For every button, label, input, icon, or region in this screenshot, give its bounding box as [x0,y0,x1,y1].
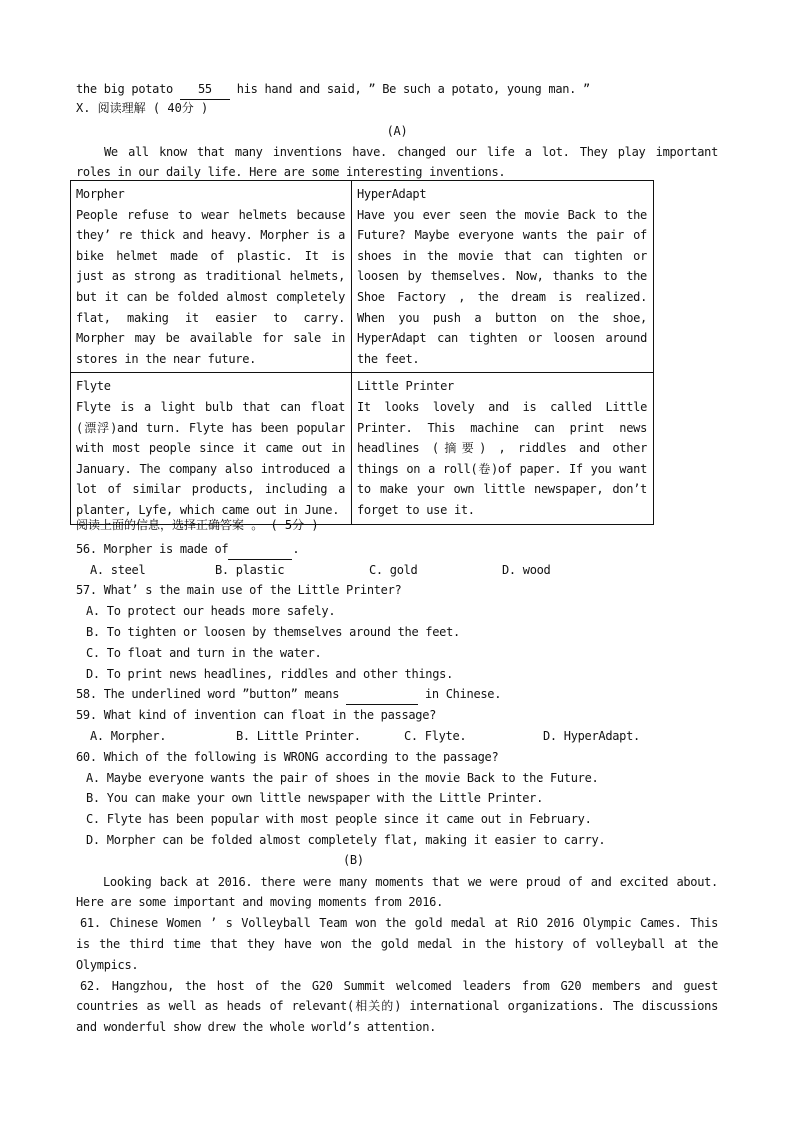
q56-option-d: D. wood [502,563,551,577]
answer-blank-55: 55 [180,79,230,100]
intro-text-before: the big potato [76,82,180,96]
question-60: 60. Which of the following is WRONG according to the passage? [76,750,499,764]
invention-name: HyperAdapt [357,187,427,201]
invention-description: It looks lovely and is called Little Printer. This machine can print news headlines (摘要) , riddles and other things on a roll(卷)of paper. If you want to make your own little newspaper, don’t forget to use it. [357,399,647,517]
invention-description: People refuse to wear helmets because they’ re thick and heavy. Morpher is a bike helmet made of plastic. It is just as strong as traditional helmets, but it can be folded almost completely flat, making it easier to carry. Morpher may be available for sale in stores in the near future. [76,207,345,366]
q56-option-b: B. plastic [215,563,285,577]
item-62-line1: 62. Hangzhou, the host of the G20 Summit welcomed leaders from G20 members and guest [80,979,718,993]
q60-option-d: D. Morpher can be folded almost completely flat, making it easier to carry. [86,833,606,847]
q56-option-c: C. gold [369,563,418,577]
item-62-line2: countries as well as heads of relevant(相关的) international organizations. The discussions [76,999,718,1013]
instruction-line: 阅读上面的信息，选择正确答案 。 ( 5分 ) [76,518,319,532]
item-61-line3: Olympics. [76,958,139,972]
intro-text-after: his hand and said, ” Be such a potato, young man. ” [229,82,590,96]
invention-description: Flyte is a light bulb that can float (漂浮)and turn. Flyte has been popular with most people since it came out in January. The company also introduced a lot of similar products, including a planter, Lyfe, which came out in June. [76,399,345,517]
question-57: 57. What’ s the main use of the Little Printer? [76,583,402,597]
q60-option-c: C. Flyte has been popular with most people since it came out in February. [86,812,592,826]
invention-cell-little-printer [352,373,654,524]
invention-cell-flyte [71,373,352,524]
intro-line [76,79,718,100]
passage-a-label: (A) [386,124,408,138]
q57-option-b: B. To tighten or loosen by themselves around the feet. [86,625,460,639]
invention-name: Little Printer [357,379,454,394]
passage-b-label: (B) [343,853,364,867]
table-row [71,373,654,524]
q60-option-a: A. Maybe everyone wants the pair of shoes in the movie Back to the Future. [86,771,599,785]
item-61-line2: is the third time that they have won the gold medal in the history of volleyball at the [76,937,718,951]
q59-option-c: C. Flyte. [404,729,467,743]
table-row [71,181,654,373]
invention-cell-hyperadapt [352,181,654,373]
question-stem-end: . [292,542,300,556]
inventions-table [70,180,654,525]
answer-blank-58 [346,684,418,705]
q59-option-b: B. Little Printer. [236,729,361,743]
passage-a-intro-line2: roles in our daily life. Here are some interesting inventions. [76,165,506,179]
q57-option-a: A. To protect our heads more safely. [86,604,336,618]
question-stem: 58. The underlined word ”button” means [76,687,347,701]
invention-description: Have you ever seen the movie Back to the Future? Maybe everyone wants the pair of shoes in the movie that can tighten or loosen by themselves. Now, thanks to the Shoe Factory , the dream is realized. When you push a button on the shoe, HyperAdapt can tighten or loosen around the feet. [357,207,647,366]
question-56 [76,539,718,560]
q57-option-c: C. To float and turn in the water. [86,646,322,660]
q57-option-d: D. To print news headlines, riddles and other things. [86,667,454,681]
answer-blank-56 [228,539,292,560]
q56-option-a: A. steel [90,563,146,577]
passage-a-intro-line1: We all know that many inventions have. changed our life a lot. They play important [104,145,718,159]
q60-option-b: B. You can make your own little newspaper with the Little Printer. [86,791,544,805]
passage-b-intro-line1: Looking back at 2016. there were many moments that we were proud of and excited about. [103,875,718,889]
item-61-line1: 61. Chinese Women ’ s Volleyball Team won the gold medal at RiO 2016 Olympic Cames. This [80,916,718,930]
invention-name: Flyte [76,379,111,394]
question-59: 59. What kind of invention can float in the passage? [76,708,437,722]
q59-option-d: D. HyperAdapt. [543,729,640,743]
section-title: X. 阅读理解 ( 40分 ) [76,101,209,115]
question-58 [76,684,718,705]
passage-b-intro-line2: Here are some important and moving moments from 2016. [76,895,444,909]
question-stem: 56. Morpher is made of [76,542,229,556]
item-62-line3: and wonderful show drew the whole world’s attention. [76,1020,437,1034]
question-stem-end: in Chinese. [418,687,502,701]
invention-cell-morpher [71,181,352,373]
q59-option-a: A. Morpher. [90,729,167,743]
invention-name: Morpher [76,187,125,201]
